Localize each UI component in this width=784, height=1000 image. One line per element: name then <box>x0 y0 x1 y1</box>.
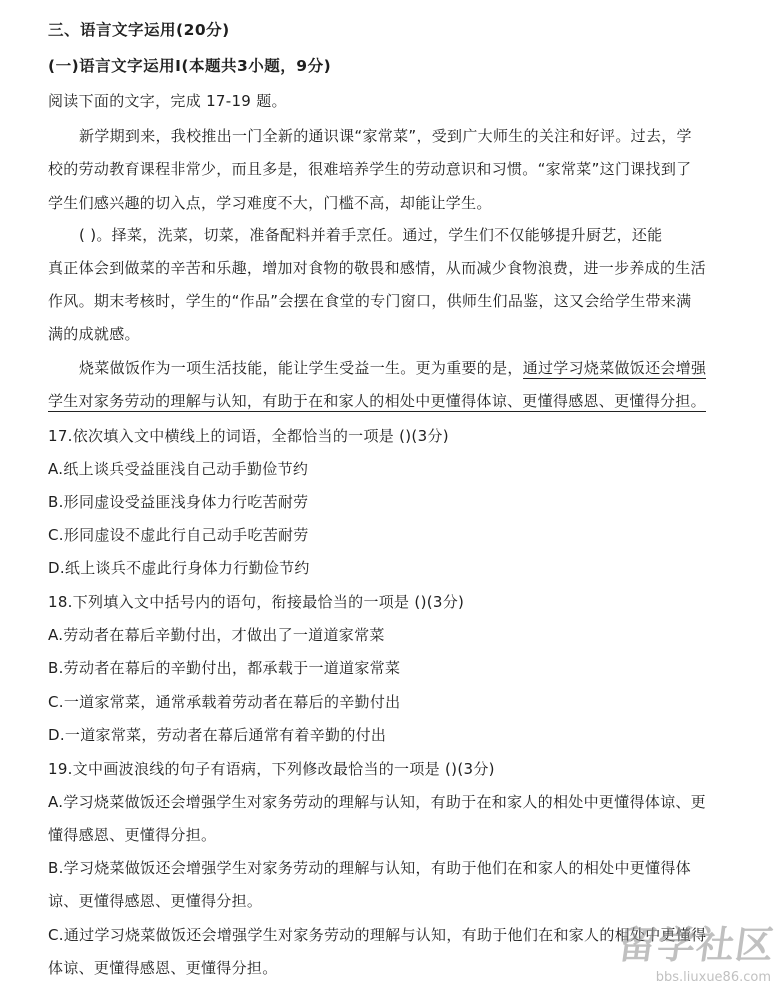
passage-line: 满的成就感。 <box>48 325 140 343</box>
option-c-cont: 体谅、更懂得感恩、更懂得分担。 <box>48 959 278 977</box>
option-c: C.形同虚设不虚此行自己动手吃苦耐劳 <box>48 526 309 544</box>
option-c: C.通过学习烧菜做饭还会增强学生对家务劳动的理解与认知，有助于他们在和家人的相处中更懂得 <box>48 926 707 944</box>
option-c: C.一道家常菜，通常承载着劳动者在幕后的辛勤付出 <box>48 693 401 711</box>
site-watermark <box>606 912 781 996</box>
passage-line <box>79 358 706 378</box>
watermark-logo-text: 留学社区 <box>615 923 778 967</box>
passage-line <box>48 391 706 411</box>
passage-lead-text: 烧菜做饭作为一项生活技能，能让学生受益一生。更为重要的是， <box>79 359 523 377</box>
passage-line: ( )。择菜，洗菜，切菜，准备配料并着手烹任。通过，学生们不仅能够提升厨艺，还能 <box>79 226 663 244</box>
question-stem: 17.依次填入文中横线上的词语，全都恰当的一项是 ()(3分) <box>48 427 449 445</box>
option-a: A.劳动者在幕后辛勤付出，才做出了一道道家常菜 <box>48 626 385 644</box>
section-title: 三、语言文字运用(20分) <box>48 21 230 39</box>
subsection-title: (一)语言文字运用Ⅰ(本题共3小题，9分) <box>48 57 332 75</box>
watermark-url: bbs.liuxue86.com <box>655 970 771 985</box>
option-a: A.纸上谈兵受益匪浅自己动手勤俭节约 <box>48 460 309 478</box>
option-b-cont: 谅、更懂得感恩、更懂得分担。 <box>48 892 263 910</box>
option-a-cont: 懂得感恩、更懂得分担。 <box>48 826 217 844</box>
question-stem: 19.文中画波浪线的句子有语病，下列修改最恰当的一项是 ()(3分) <box>48 760 495 778</box>
option-d: D.纸上谈兵不虚此行身体力行勤俭节约 <box>48 559 310 577</box>
question-stem: 18.下列填入文中括号内的语句，衔接最恰当的一项是 ()(3分) <box>48 593 465 611</box>
passage-line: 新学期到来，我校推出一门全新的通识课“家常菜”，受到广大师生的关注和好评。过去，学 <box>79 127 692 145</box>
instruction-text: 阅读下面的文字，完成 17-19 题。 <box>48 92 287 110</box>
option-b: B.劳动者在幕后的辛勤付出，都承载于一道道家常菜 <box>48 659 401 677</box>
passage-line: 校的劳动教育课程非常少，而且多是，很难培养学生的劳动意识和习惯。“家常菜”这门课找到了 <box>48 160 692 178</box>
passage-line: 学生们感兴趣的切入点，学习难度不大，门槛不高，却能让学生。 <box>48 194 492 212</box>
wavy-underlined-sentence: 通过学习烧菜做饭还会增强 <box>522 359 707 377</box>
option-a: A.学习烧菜做饭还会增强学生对家务劳动的理解与认知，有助于在和家人的相处中更懂得体谅、更 <box>48 793 706 811</box>
option-b: B.学习烧菜做饭还会增强学生对家务劳动的理解与认知，有助于他们在和家人的相处中更懂得体 <box>48 859 691 877</box>
option-b: B.形同虚设受益匪浅身体力行吃苦耐劳 <box>48 493 309 511</box>
wavy-underlined-sentence: 学生对家务劳动的理解与认知，有助于在和家人的相处中更懂得体谅、更懂得感恩、更懂得分担。 <box>48 392 706 410</box>
passage-line: 真正体会到做菜的辛苦和乐趣，增加对食物的敬畏和感情，从而减少食物浪费，进一步养成的生活 <box>48 259 706 277</box>
option-d: D.一道家常菜，劳动者在幕后通常有着辛勤的付出 <box>48 726 387 744</box>
passage-line: 作风。期末考核时，学生的“作品”会摆在食堂的专门窗口，供师生们品鉴，这又会给学生带来满 <box>48 292 692 310</box>
